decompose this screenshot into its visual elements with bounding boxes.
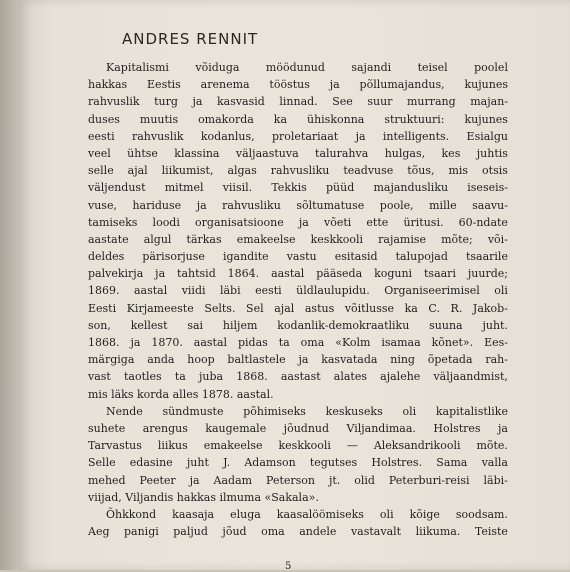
text-line: suhete arengus kaugemale jõudnud Viljandimaa. Holstres ja — [88, 421, 508, 435]
text-line: hakkas Eestis arenema tööstus ja põllumajandus, kujunes — [88, 78, 508, 92]
text-line: deldes pärisorjuse igandite vastu esitasid talupojad tsaarile — [88, 250, 508, 264]
text-line: vuse, hariduse ja rahvusliku sõltumatuse poole, mille saavu- — [88, 198, 508, 212]
text-line: veel ühtse klassina väljaastuva talurahva hulgas, kes juhtis — [88, 146, 508, 160]
text-line: väljendust mitmel viisil. Tekkis püüd majandusliku iseseis- — [88, 181, 508, 195]
text-line: selle ajal liikumist, algas rahvusliku teadvuse tõus, mis otsis — [88, 164, 508, 178]
text-line: son, kellest sai hiljem kodanlik-demokraatliku suuna juht. — [88, 318, 508, 332]
text-line: Aeg panigi paljud jõud oma andele vastavalt liikuma. Teiste — [88, 525, 508, 539]
text-line: tamiseks loodi organisatsioone ja võeti ette üritusi. 60-ndate — [88, 215, 508, 229]
running-header: ANDRES RENNIT — [122, 30, 259, 48]
body-text — [88, 59, 508, 540]
text-line: Kapitalismi võiduga möödunud sajandi teisel poolel — [106, 61, 508, 74]
text-line: duses muutis omakorda ka ühiskonna struktuuri: kujunes — [88, 112, 508, 126]
text-line: Selle edasine juht J. Adamson tegutses Holstres. Sama valla — [88, 456, 508, 470]
text-line: aastate algul tärkas emakeelse keskkooli rajamise mõte; või- — [88, 232, 508, 246]
text-line: rahvuslik turg ja kasvasid linnad. See suur murrang majan- — [88, 95, 508, 109]
page-number: 5 — [285, 561, 292, 572]
text-line: Nende sündmuste põhimiseks keskuseks oli kapitalistlike — [106, 404, 508, 418]
text-line: viijad, Viljandis hakkas ilmuma «Sakala». — [88, 490, 319, 504]
text-line: 1868. ja 1870. aastal pidas ta oma «Kolm isamaa kõnet». Ees- — [88, 336, 508, 349]
text-line: märgiga anda hoop baltlastele ja kasvatada ning õpetada rah- — [88, 353, 508, 367]
text-line: 1869. aastal viidi läbi eesti üldlaulupidu. Organiseerimisel oli — [88, 284, 508, 298]
text-line: palvekirja ja tahtsid 1864. aastal pääseda koguni tsaari juurde; — [88, 267, 508, 281]
book-gutter-edge — [0, 0, 18, 570]
text-line: Tarvastus liikus emakeelse keskkooli — Aleksandrikooli mõte. — [88, 439, 508, 453]
text-line: vast taotles ta juba 1868. aastast alates ajalehe väljaandmist, — [88, 370, 508, 384]
text-line: Eesti Kirjameeste Selts. Sel ajal astus võitlusse ka C. R. Jakob- — [88, 301, 508, 315]
text-line: mehed Peeter ja Aadam Peterson jt. olid Peterburi-reisi läbi- — [88, 473, 508, 487]
text-line: mis läks korda alles 1878. aastal. — [88, 387, 274, 401]
text-line: Õhkkond kaasaja eluga kaasalöömiseks oli kõige soodsam. — [106, 507, 508, 521]
text-line: eesti rahvuslik kodanlus, proletariaat ja intelligents. Esialgu — [88, 129, 508, 143]
